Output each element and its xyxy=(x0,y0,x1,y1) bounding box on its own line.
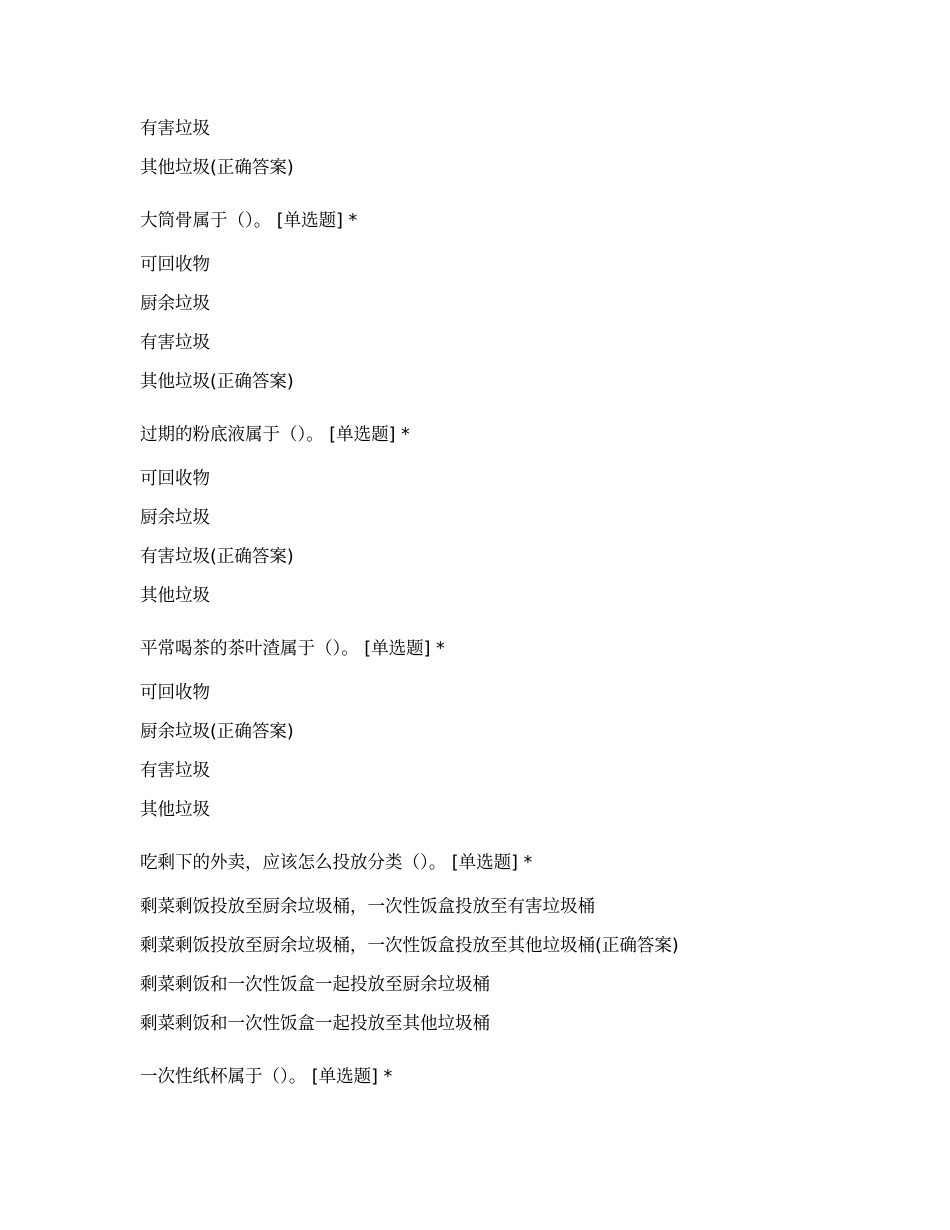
option-text: 其他垃圾 xyxy=(140,586,210,606)
option-text: 其他垃圾(正确答案) xyxy=(140,372,294,392)
question-block xyxy=(140,838,900,1052)
question-text: 平常喝茶的茶叶渣属于（）。 [单选题] * xyxy=(140,639,445,659)
question-block xyxy=(140,1052,900,1110)
option-text: 其他垃圾 xyxy=(140,800,210,820)
option-text: 厨余垃圾 xyxy=(140,508,210,528)
option-text: 厨余垃圾(正确答案) xyxy=(140,722,294,742)
option-text: 有害垃圾 xyxy=(140,333,210,353)
option-text: 剩菜剩饭投放至厨余垃圾桶，一次性饭盒投放至有害垃圾桶 xyxy=(140,897,595,917)
question-block xyxy=(140,410,900,624)
option-text: 其他垃圾(正确答案) xyxy=(140,158,294,178)
question-text: 吃剩下的外卖，应该怎么投放分类（）。 [单选题] * xyxy=(140,853,533,873)
option-text: 可回收物 xyxy=(140,469,210,489)
option-text: 有害垃圾 xyxy=(140,761,210,781)
option-text: 厨余垃圾 xyxy=(140,294,210,314)
option-text: 有害垃圾(正确答案) xyxy=(140,547,294,567)
option-text: 可回收物 xyxy=(140,255,210,275)
option-text: 剩菜剩饭和一次性饭盒一起投放至其他垃圾桶 xyxy=(140,1014,490,1034)
question-block xyxy=(140,624,900,838)
quiz-content xyxy=(140,118,900,1110)
question-text: 过期的粉底液属于（）。 [单选题] * xyxy=(140,425,410,445)
question-text: 大筒骨属于（）。 [单选题] * xyxy=(140,211,358,231)
option-text: 可回收物 xyxy=(140,683,210,703)
option-text: 有害垃圾 xyxy=(140,119,210,139)
leading-options xyxy=(140,118,900,196)
option-text: 剩菜剩饭投放至厨余垃圾桶，一次性饭盒投放至其他垃圾桶(正确答案) xyxy=(140,936,679,956)
question-text: 一次性纸杯属于（）。 [单选题] * xyxy=(140,1067,393,1087)
option-text: 剩菜剩饭和一次性饭盒一起投放至厨余垃圾桶 xyxy=(140,975,490,995)
question-block xyxy=(140,196,900,410)
